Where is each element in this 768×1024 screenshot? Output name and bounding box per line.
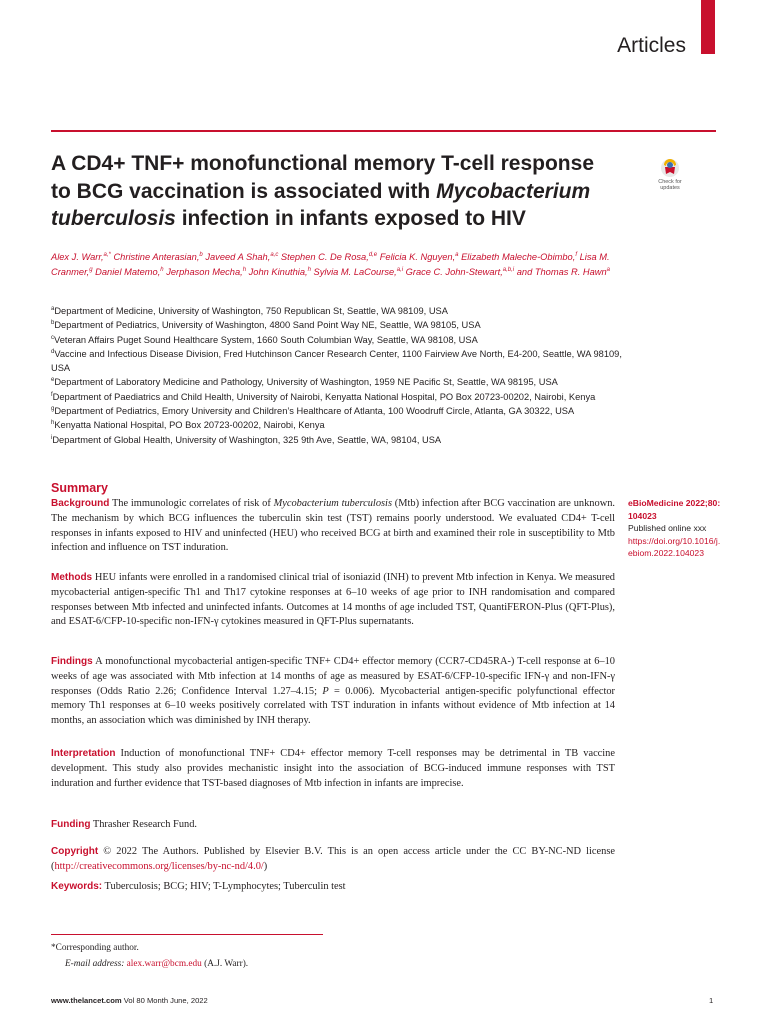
affiliation-list <box>51 304 623 447</box>
author-affiliation-marker: a <box>606 266 610 273</box>
check-for-updates-badge[interactable] <box>650 157 690 197</box>
author-affiliation-marker: b <box>199 251 203 258</box>
corresponding-author-footnote <box>51 941 248 972</box>
abstract-interpretation: Interpretation Induction of monofunctional TNF+ CD4+ effector memory T-cell responses may be detrimental in TB vaccine development. This study also provides mechanistic insight into the association of BCG-induced immune responses with TST induration and further evidence that TST-based diagnoses of Mtb infection in infants are imprecise. <box>51 748 615 789</box>
section-label: Articles <box>617 34 686 57</box>
journal-citation: eBioMedicine 2022;80: 104023 <box>628 498 721 521</box>
affiliation-text: Department of Paediatrics and Child Health, University of Nairobi, Kenyatta National Hospital, PO Box 20723-00202, Nairobi, Kenya <box>52 391 596 402</box>
footer-issue: Vol 80 Month June, 2022 <box>121 996 208 1005</box>
affiliation-marker: d <box>51 348 55 355</box>
affiliation-item <box>51 404 623 418</box>
author-name[interactable]: Elizabeth Maleche-Obimbo, <box>461 252 576 262</box>
affiliation-text: Kenyatta National Hospital, PO Box 20723-00202, Nairobi, Kenya <box>54 420 325 431</box>
affiliation-item <box>51 318 623 332</box>
header-rule <box>51 130 716 132</box>
abstract-label-findings: Findings <box>51 656 93 667</box>
author-name[interactable]: and Thomas R. Hawn <box>516 266 607 277</box>
author-affiliation-marker: a <box>455 251 459 258</box>
author-name[interactable]: John Kinuthia, <box>248 266 308 277</box>
email-line: E-mail address: alex.warr@bcm.edu (A.J. Warr). <box>65 958 249 969</box>
affiliation-marker: c <box>51 334 54 341</box>
author-name[interactable]: Lisa M. Cranmer, <box>51 252 610 277</box>
author-name[interactable]: Jerphason Mecha, <box>166 266 243 277</box>
check-for-updates-text: Check for updates <box>658 179 682 191</box>
author-name[interactable]: Grace C. John-Stewart, <box>405 266 503 277</box>
affiliation-marker: a <box>51 305 55 312</box>
author-name[interactable]: Christine Anterasian, <box>113 252 200 262</box>
license-link[interactable]: http://creativecommons.org/licenses/by-nc-nd/4.0/ <box>54 860 264 872</box>
footer-citation <box>51 996 208 1005</box>
affiliation-item <box>51 375 623 389</box>
affiliation-marker: h <box>51 420 55 427</box>
abstract-label-methods: Methods <box>51 572 93 583</box>
abstract-label-background: Background <box>51 498 110 509</box>
author-affiliation-marker: d,e <box>368 251 378 258</box>
affiliation-item <box>51 433 623 447</box>
affiliation-marker: b <box>51 320 55 327</box>
footer-site: www.thelancet.com <box>51 996 122 1005</box>
author-affiliation-marker: a,i <box>396 266 404 273</box>
author-affiliation-marker: h <box>160 266 164 273</box>
author-affiliation-marker: g <box>89 266 93 273</box>
abstract-label-keywords: Keywords: <box>51 881 103 892</box>
published-online: Published online xxx <box>628 523 707 534</box>
page-number: 1 <box>709 996 714 1005</box>
abstract-funding: Funding Thrasher Research Fund. <box>51 819 198 830</box>
doi-link[interactable]: https://doi.org/10.1016/j. ebiom.2022.104023 <box>628 535 721 559</box>
affiliation-marker: i <box>51 434 53 441</box>
summary-heading: Summary <box>51 481 108 495</box>
check-for-updates-icon <box>650 157 690 179</box>
journal-info-sidebar <box>628 497 738 560</box>
affiliation-item <box>51 390 623 404</box>
author-affiliation-marker: a,* <box>103 251 111 258</box>
abstract-label-funding: Funding <box>51 819 91 830</box>
affiliation-text: Veteran Affairs Puget Sound Healthcare System, 1660 South Columbian Way, Seattle, WA 98108, USA <box>54 334 478 345</box>
title-line-3: infection in infants exposed to HIV <box>175 207 526 230</box>
author-affiliation-marker: f <box>575 251 577 258</box>
footnote-rule <box>51 934 323 935</box>
affiliation-marker: g <box>51 405 55 412</box>
title-italic-2: tuberculosis <box>51 207 176 230</box>
affiliation-text: Department of Pediatrics, University of Washington, 4800 Sand Point Way NE, Seattle, WA 98105, USA <box>54 320 481 331</box>
affiliation-item <box>51 347 623 376</box>
abstract-label-copyright: Copyright <box>51 846 99 857</box>
abstract-keywords: Keywords: Tuberculosis; BCG; HIV; T-Lymphocytes; Tuberculin test <box>51 881 346 892</box>
author-name[interactable]: Stephen C. De Rosa, <box>280 252 369 262</box>
affiliation-marker: f <box>51 391 53 398</box>
article-title <box>51 150 621 233</box>
abstract-copyright: Copyright © 2022 The Authors. Published by Elsevier B.V. This is an open access article under the CC BY-NC-ND license (http://creativecommons.org/licenses/by-nc-nd/4.0/) <box>51 846 615 872</box>
author-name[interactable]: Felicia K. Nguyen, <box>379 252 456 262</box>
header-accent-bar <box>701 0 715 54</box>
abstract-label-interpretation: Interpretation <box>51 748 116 759</box>
affiliation-text: Department of Pediatrics, Emory University and Children’s Healthcare of Atlanta, 100 Woodruff Circle, Atlanta, GA 30322, USA <box>54 406 575 417</box>
title-line-2: to BCG vaccination is associated with <box>51 179 437 203</box>
author-affiliation-marker: h <box>242 266 247 273</box>
author-list <box>51 250 611 279</box>
affiliation-marker: e <box>51 377 55 384</box>
author-affiliation-marker: h <box>307 266 311 273</box>
abstract-methods: Methods HEU infants were enrolled in a randomised clinical trial of isoniazid (INH) to prevent Mtb infection in Kenya. We measured mycobacterial antigen-specific Th1 and Th17 cytokine responses at 6–10 weeks of age prior to INH randomisation and compared responses between Mtb infected and uninfected infants. Outcomes at 14 months of age included TST, QuantiFERON-Plus (QFT-Plus), and ESAT-6/CFP-10-specific non-IFN-γ cytokines measured in QFT-Plus supernatants. <box>51 572 615 628</box>
abstract-findings: Findings A monofunctional mycobacterial antigen-specific TNF+ CD4+ effector memory (CCR7-CD45RA-) T-cell response at 6–10 weeks of age was associated with Mtb infection at 14 months of age as measured by ESAT-6/CFP-10-specific IFN-γ and non-IFN-γ responses (Odds Ratio 2.26; Confidence Interval 1.27–4.15; P = 0.006). Mycobacterial antigen-specific polyfunctional effector memory Th1 responses at 6–10 weeks positively correlated with TST induration in infants without evidence of Mtb infection at 14 months, an association which was diminished by INH therapy. <box>51 656 616 727</box>
author-affiliation-marker: a,c <box>270 251 279 258</box>
author-name[interactable]: Sylvia M. LaCourse, <box>313 266 397 277</box>
affiliation-item <box>51 418 623 432</box>
corresponding-author-label: *Corresponding author. <box>51 943 139 953</box>
title-line-1: A CD4+ TNF+ monofunctional memory T-cell response <box>51 152 594 175</box>
affiliation-text: Department of Laboratory Medicine and Pathology, University of Washington, 1959 NE Pacific St, Seattle, WA 98195, USA <box>54 377 558 388</box>
affiliation-text: Department of Medicine, University of Washington, 750 Republican St, Seattle, WA 98109, USA <box>54 306 448 316</box>
author-affiliation-marker: a,b,i <box>502 266 515 273</box>
abstract-background: Background The immunologic correlates of risk of Mycobacterium tuberculosis (Mtb) infection after BCG vaccination are unknown. The mechanism by which BCG influences the tuberculin skin test (TST) remains poorly understood. We evaluated CD4+ T-cell responses in infants exposed to HIV and uninfected (HEU) who received BCG at birth and examined their role in susceptibility to Mtb infection and influence on TST induration. <box>51 498 615 554</box>
affiliation-item <box>51 304 623 318</box>
author-name[interactable]: Javeed A Shah, <box>205 252 271 262</box>
author-email-link[interactable]: alex.warr@bcm.edu <box>126 958 202 969</box>
affiliation-text: Department of Global Health, University of Washington, 325 9th Ave, Seattle, WA, 98104, USA <box>52 434 442 445</box>
author-name[interactable]: Alex J. Warr, <box>51 252 104 262</box>
title-italic-1: Mycobacterium <box>436 179 591 203</box>
affiliation-item <box>51 333 623 347</box>
affiliation-text: Vaccine and Infectious Disease Division, Fred Hutchinson Cancer Research Center, 1100 Fairview Ave North, E4-200, Seattle, WA 98109, USA <box>51 348 622 374</box>
author-name[interactable]: Daniel Matemo, <box>95 266 161 277</box>
